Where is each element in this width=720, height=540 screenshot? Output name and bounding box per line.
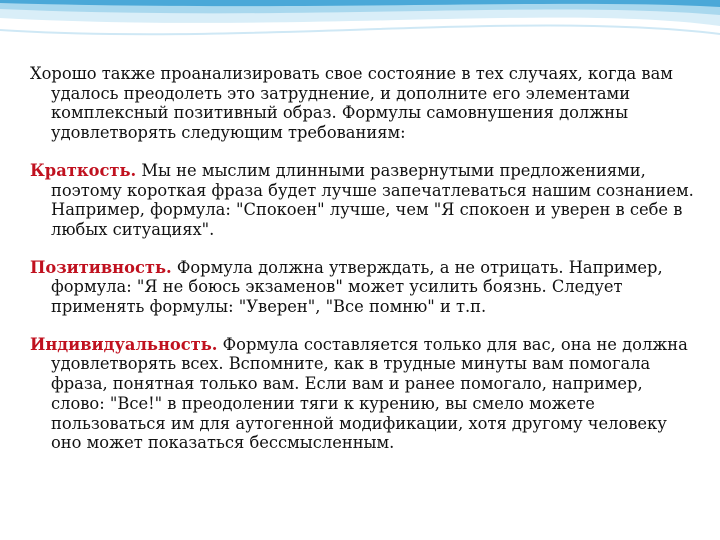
paragraph-brevity (30, 161, 696, 240)
term-brevity: Краткость. (30, 160, 137, 180)
term-positivity: Позитивность. (30, 257, 172, 277)
paragraph-individuality (30, 335, 696, 453)
wave-line (0, 25, 720, 34)
term-individuality: Индивидуальность. (30, 334, 218, 354)
paragraph-positivity (30, 258, 696, 317)
paragraph-intro-text: Хорошо также проанализировать свое состояние в тех случаях, когда вам удалось преодолеть это затруднение, и дополните его элементами комплексный позитивный образ. Формулы самовнушения должны удовлетворять следующим требованиям: (30, 64, 673, 143)
paragraph-intro (30, 64, 696, 143)
paragraph-individuality-text: Формула составляется только для вас, она не должна удовлетворять всех. Вспомните, как в трудные минуты вам помогала фраза, понятная только вам. Если вам и ранее помогало, например, слово: "Все!" в преодолении тяги к курению, вы смело можете пользоваться им для аутогенной модификации, хотя другому человеку оно может показаться бессмысленным. (51, 334, 688, 453)
slide-body (30, 64, 696, 453)
paragraph-brevity-text: Мы не мыслим длинными развернутыми предложениями, поэтому короткая фраза будет лучше запечатлеваться нашим сознанием. Например, формула: "Спокоен" лучше, чем "Я спокоен и уверен в себе в любых ситуациях". (51, 160, 694, 239)
paragraph-positivity-text: Формула должна утверждать, а не отрицать. Например, формула: "Я не боюсь экзаменов" может усилить боязнь. Следует применять формулы: "Уверен", "Все помню" и т.п. (51, 257, 663, 317)
